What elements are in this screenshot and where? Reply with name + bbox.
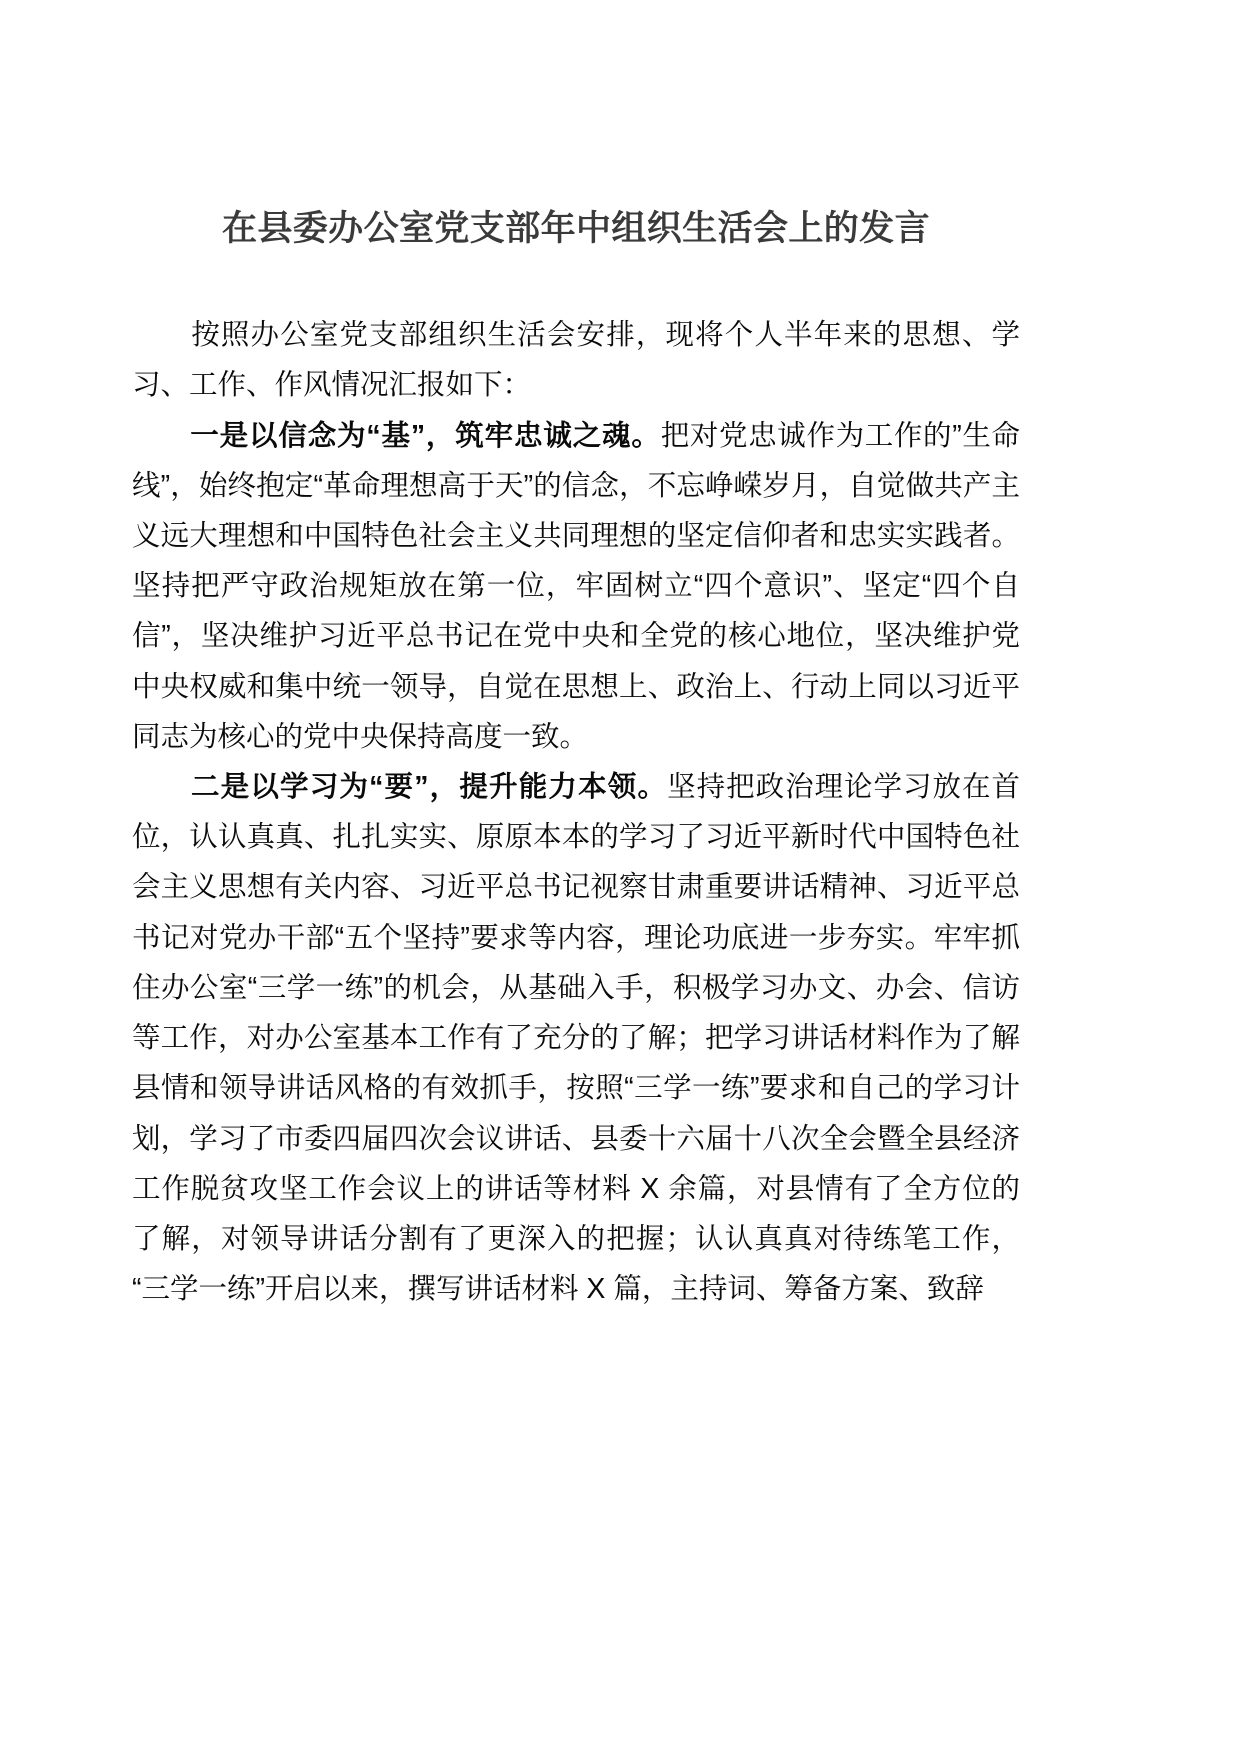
paragraph-lead-in: 一是以信念为“基”，筑牢忠诚之魂。	[190, 419, 661, 452]
paragraph-text: 坚持把政治理论学习放在首位，认认真真、扎扎实实、原原本本的学习了习近平新时代中国特色社会主义思想有关内容、习近平总书记视察甘肃重要讲话精神、习近平总书记对党办干部“五个坚持”要求等内容，理论功底进一步夯实。牢牢抓住办公室“三学一练”的机会，从基础入手，积极学习办文、办会、信访等工作，对办公室基本工作有了充分的了解；把学习讲话材料作为了解县情和领导讲话风格的有效抓手，按照“三学一练”要求和自己的学习计划，学习了市委四届四次会议讲话、县委十六届十八次全会暨全县经济工作脱贫攻坚工作会议上的讲话等材料 X 余篇，对县情有了全方位的了解，对领导讲话分割有了更深入的把握；认认真真对待练笔工作，“三学一练”开启以来，撰写讲话材料 X 篇，主持词、筹备方案、致辞	[132, 771, 1020, 1306]
paragraph-lead-in: 二是以学习为“要”，提升能力本领。	[190, 771, 668, 804]
paragraph-text: 把对党忠诚作为工作的”生命线”，始终抱定“革命理想高于天”的信念，不忘峥嵘岁月，自觉做共产主义远大理想和中国特色社会主义共同理想的坚定信仰者和忠实实践者。坚持把严守政治规矩放在第一位，牢固树立“四个意识”、坚定“四个自信”，坚决维护习近平总书记在党中央和全党的核心地位，坚决维护党中央权威和集中统一领导，自觉在思想上、政治上、行动上同以习近平同志为核心的党中央保持高度一致。	[132, 419, 1020, 753]
document-body	[132, 310, 1020, 1314]
paragraph-section-two	[132, 762, 1020, 1314]
page-title: 在县委办公室党支部年中组织生活会上的发言	[221, 209, 930, 248]
page-content-area	[132, 0, 1020, 1314]
paragraph-intro	[132, 310, 1020, 410]
paragraph-section-one	[132, 411, 1020, 762]
paragraph-text: 按照办公室党支部组织生活会安排，现将个人半年来的思想、学习、工作、作风情况汇报如下：	[132, 319, 1020, 402]
